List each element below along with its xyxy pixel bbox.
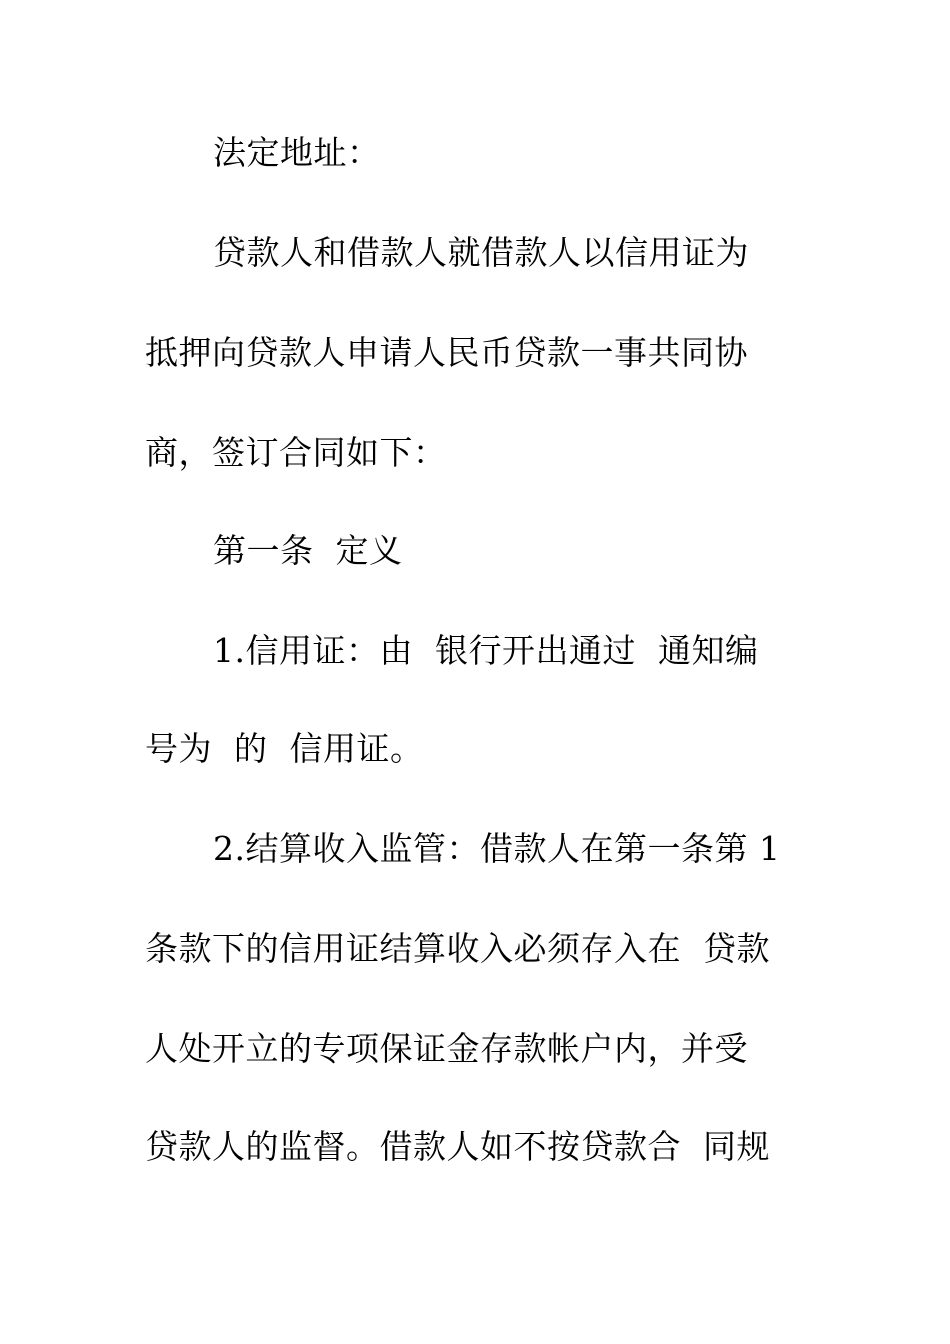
text-line-preamble-2: 抵押向贷款人申请人民币贷款一事共同协 xyxy=(145,333,748,372)
clause-2-line-4: 贷款人的监督。借款人如不按贷款合 同规 xyxy=(145,1127,770,1166)
clause-2-line-2: 条款下的信用证结算收入必须存入在 贷款 xyxy=(145,929,770,968)
clause-2-line-1: 2.结算收入监管：借款人在第一条第 1 xyxy=(213,829,781,868)
text-line-legal-address: 法定地址： xyxy=(213,133,381,172)
article-heading: 第一条 定义 xyxy=(213,531,403,570)
text-line-preamble-1: 贷款人和借款人就借款人以信用证为 xyxy=(213,233,749,272)
text-line-preamble-3: 商，签订合同如下： xyxy=(145,433,447,472)
clause-2-line-3: 人处开立的专项保证金存款帐户内，并受 xyxy=(145,1029,748,1068)
clause-1-line-2: 号为 的 信用证。 xyxy=(145,729,424,768)
clause-1-line-1: 1.信用证：由 银行开出通过 通知编 xyxy=(213,631,759,670)
